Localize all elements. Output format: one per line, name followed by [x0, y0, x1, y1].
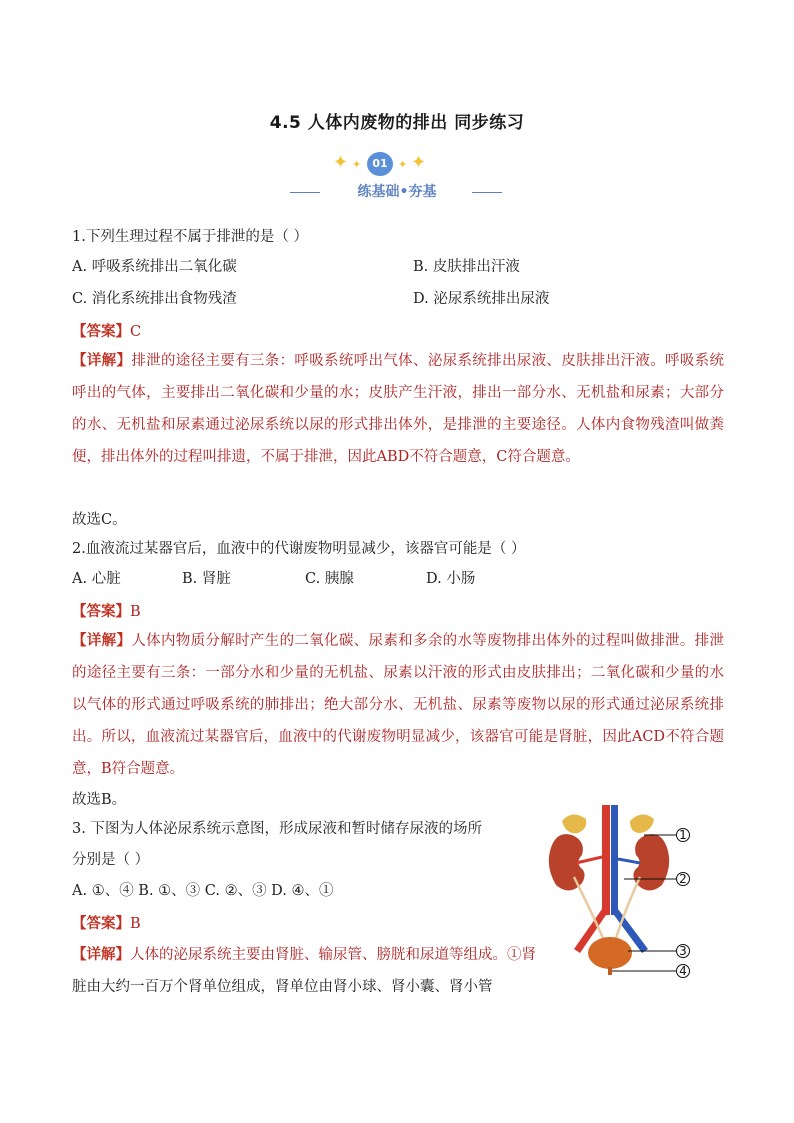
adrenal-gland-right [630, 814, 654, 833]
section-number-badge: 01 [367, 152, 393, 176]
question-2-option-c: C. 胰腺 [305, 571, 354, 587]
question-1-option-a: A. 呼吸系统排出二氧化碳 [72, 259, 237, 275]
question-2-option-d: D. 小肠 [426, 571, 476, 587]
star-icon: ✦ [398, 158, 408, 171]
detail-text: 人体内物质分解时产生的二氧化碳、尿素和多余的水等废物排出体外的过程叫做排泄。排泄的途径主要有三条：一部分水和少量的无机盐、尿素以汗液的形式由皮肤排出；二氧化碳和少量的水以气体的形式通过呼吸系统的肺排出；绝大部分水、无机盐、尿素等废物以尿的形式通过泌尿系统排出。所以，血液流过某器官后，血液中的代谢废物明显减少，该器官可能是肾脏，因此ACD不符合题意，B符合题意。 [72, 633, 725, 777]
aorta [602, 805, 610, 915]
detail-tag: 【详解】 [72, 946, 130, 963]
figure-label-1: 1 [679, 828, 687, 842]
question-1-detail [72, 345, 724, 473]
question-1-option-b: B. 皮肤排出汗液 [413, 259, 520, 275]
question-1-option-c: C. 消化系统排出食物残渣 [72, 291, 237, 307]
bladder [588, 937, 632, 969]
answer-value: C [130, 324, 142, 340]
question-3-stem-line2: 分别是（ ） [72, 852, 150, 868]
question-1-answer [72, 320, 141, 341]
question-1-conclusion: 故选C。 [72, 512, 127, 528]
figure-label-4: 4 [679, 964, 687, 978]
question-2-conclusion: 故选B。 [72, 792, 127, 808]
answer-tag: 【答案】 [72, 323, 130, 340]
question-3-answer [72, 912, 141, 933]
figure-label-3: 3 [679, 944, 687, 958]
question-2-option-a: A. 心脏 [72, 571, 121, 587]
detail-tag: 【详解】 [72, 352, 132, 369]
urinary-system-figure [540, 805, 730, 985]
answer-tag: 【答案】 [72, 915, 130, 932]
question-3-stem-line1: 3. 下图为人体泌尿系统示意图，形成尿液和暂时储存尿液的场所 [72, 821, 482, 837]
detail-text: 人体的泌尿系统主要由肾脏、输尿管、膀胱和尿道等组成。①肾 [130, 947, 536, 963]
question-2-option-b: B. 肾脏 [182, 571, 231, 587]
star-icon: ✦ [352, 158, 362, 171]
vena-cava [611, 805, 618, 915]
detail-tag: 【详解】 [72, 632, 132, 649]
divider [472, 192, 502, 193]
question-3-detail-line1 [72, 943, 536, 964]
question-2-stem: 2.血液流过某器官后，血液中的代谢废物明显减少，该器官可能是（ ） [72, 541, 526, 557]
figure-label-2: 2 [679, 872, 687, 886]
answer-value: B [130, 916, 141, 932]
urethra [608, 967, 612, 975]
page-title: 4.5 人体内废物的排出 同步练习 [269, 113, 525, 133]
section-header [0, 181, 794, 203]
star-icon: ✦ [333, 152, 349, 173]
question-2-detail [72, 625, 724, 785]
question-1-option-d: D. 泌尿系统排出尿液 [413, 291, 550, 307]
answer-value: B [130, 604, 141, 620]
question-1-stem: 1.下列生理过程不属于排泄的是（ ） [72, 229, 308, 245]
section-label: 练基础•夯基 [357, 184, 437, 200]
answer-tag: 【答案】 [72, 603, 130, 620]
question-2-answer [72, 600, 141, 621]
question-3-options: A. ①、④ B. ①、③ C. ②、③ D. ④、① [72, 883, 334, 899]
question-3-detail-line2: 脏由大约一百万个肾单位组成，肾单位由肾小球、肾小囊、肾小管 [72, 979, 493, 995]
detail-text: 排泄的途径主要有三条：呼吸系统呼出气体、泌尿系统排出尿液、皮肤排出汗液。呼吸系统呼出的气体，主要排出二氧化碳和少量的水；皮肤产生汗液，排出一部分水、无机盐和尿素；大部分的水、无机盐和尿素通过泌尿系统以尿的形式排出体外，是排泄的主要途径。人体内食物残渣叫做粪便，排出体外的过程叫排遗，不属于排泄，因此ABD不符合题意，C符合题意。 [72, 353, 725, 465]
star-icon: ✦ [411, 152, 427, 173]
section-badge [0, 150, 794, 180]
adrenal-gland-left [562, 814, 586, 833]
